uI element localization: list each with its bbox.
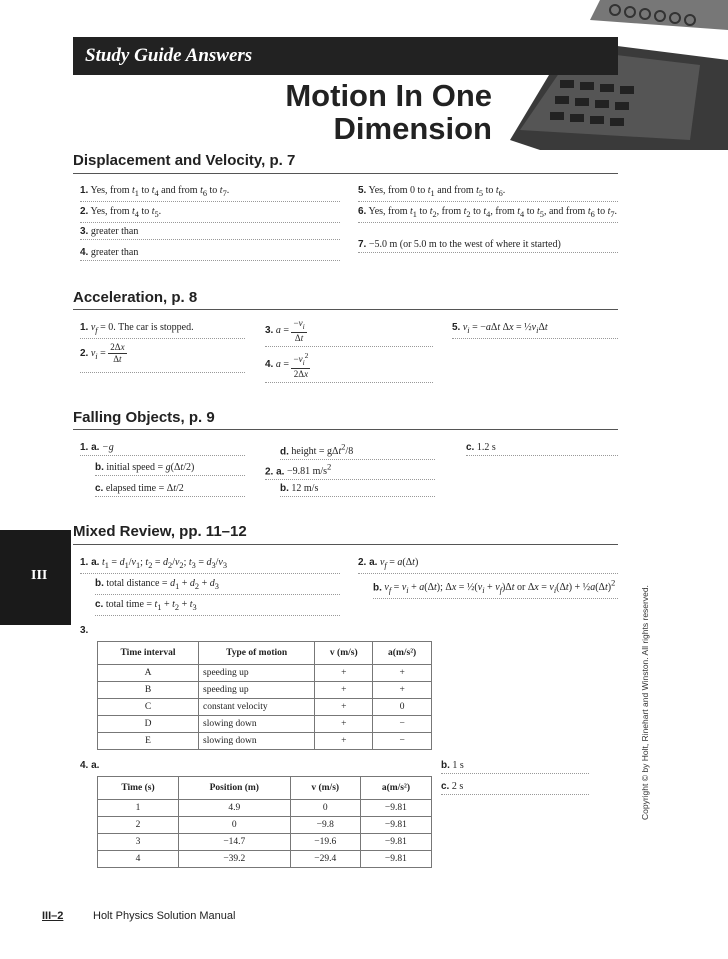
table-row: 4 −39.2 −29.4 −9.81 xyxy=(98,851,432,868)
answer-item: b. 1 s xyxy=(441,759,589,774)
table-row: B speeding up + + xyxy=(98,682,432,699)
table-row: A speeding up + + xyxy=(98,665,432,682)
copyright-notice: Copyright © by Holt, Rinehart and Winston. All rights reserved. xyxy=(640,585,650,820)
section-rule xyxy=(73,544,618,545)
page-title-line2: Dimension xyxy=(333,111,492,146)
answer-item: c. 1.2 s xyxy=(466,441,618,456)
answer-item: c. total time = $t_1 + t_2 + t_3$ xyxy=(95,598,340,616)
answer-item: 6. Yes, from $t_1$ to $t_2$, from $t_2$ to $t_4$, from $t_4$ to $t_5$, and from $t_6$ to $t_7$. xyxy=(358,205,618,223)
answer-item: 3. a = $\frac{-v_i}{\Delta t}$ xyxy=(265,318,433,347)
table-row: 3 −14.7 −19.6 −9.81 xyxy=(98,834,432,851)
table-header: Time interval xyxy=(98,642,199,665)
answer-item: 7. −5.0 m (or 5.0 m to the west of where it started) xyxy=(358,238,618,253)
table-header: v (m/s) xyxy=(290,777,360,800)
calculator-image xyxy=(500,0,728,150)
page-number: III–2 xyxy=(42,910,64,922)
answer-item: d. height = gΔt$^2$/8 xyxy=(280,441,435,460)
footer-book-title: Holt Physics Solution Manual xyxy=(93,910,236,922)
answer-item: 2. a. −9.81 $m/s^2$ xyxy=(265,461,435,480)
header-bar xyxy=(73,37,618,75)
section-heading-acceleration: Acceleration, p. 8 xyxy=(73,289,198,306)
answer-item: b. $v_f = v_i + a(\Delta t)$; $\Delta x = \frac{1}{2}(v_i + v_f)\Delta t$ or $\Delta x = v_i(\Delta t)$ + $\frac{1}{2}a(\Delta t)^2$ xyxy=(373,577,618,599)
table-row: D slowing down + − xyxy=(98,716,432,733)
answer-item: 3. greater than xyxy=(80,225,340,240)
answer-item: 2. Yes, from $t_4$ to $t_5$. xyxy=(80,205,340,223)
position-velocity-table xyxy=(97,776,432,868)
answer-item: 1. Yes, from $t_1$ to $t_4$ and from $t_6$ to $t_7$. xyxy=(80,184,340,202)
table-header: Time (s) xyxy=(98,777,179,800)
table-header: Type of motion xyxy=(199,642,315,665)
answer-item: c. elapsed time = Δt/2 xyxy=(95,482,245,497)
table-header: v (m/s) xyxy=(315,642,373,665)
table-header: a(m/s²) xyxy=(373,642,432,665)
section-heading-falling: Falling Objects, p. 9 xyxy=(73,409,215,426)
section-heading-displacement: Displacement and Velocity, p. 7 xyxy=(73,152,296,169)
section-heading-mixed: Mixed Review, pp. 11–12 xyxy=(73,523,247,540)
answer-item: b. 12 m/s xyxy=(280,482,435,497)
answer-item: 5. $v_i = -a\Delta t$ $\Delta x = \frac{1}{2}v_i\Delta t$ xyxy=(452,321,618,339)
answer-item: 5. Yes, from 0 to $t_1$ and from $t_5$ to $t_6$. xyxy=(358,184,618,202)
answer-item: 1. a. $t_1 = d_1/v_1$; $t_2 = d_2/v_2$; $t_3 = d_3/v_3$ xyxy=(80,556,340,574)
answer-item: 1. $v_f = 0$. The car is stopped. xyxy=(80,321,245,339)
table-row: 1 4.9 0 −9.81 xyxy=(98,800,432,817)
table-row: E slowing down + − xyxy=(98,733,432,750)
answer-item: c. 2 s xyxy=(441,780,589,795)
answer-item: 2. a. $v_f = a(\Delta t)$ xyxy=(358,556,618,574)
answer-item: b. total distance = $d_1 + d_2 + d_3$ xyxy=(95,577,340,595)
table-header: Position (m) xyxy=(179,777,291,800)
section-rule xyxy=(73,309,618,310)
answer-item: 2. $v_i$ = $\frac{2\Delta x}{\Delta t}$ xyxy=(80,342,245,373)
table-header: a(m/s²) xyxy=(360,777,431,800)
question-4-label: 4. a. xyxy=(80,760,100,771)
table-row: C constant velocity + 0 xyxy=(98,699,432,716)
chapter-tab: III xyxy=(0,530,71,625)
answer-item: 4. greater than xyxy=(80,246,340,261)
motion-type-table xyxy=(97,641,432,750)
section-rule xyxy=(73,173,618,174)
answer-item: 4. a = $\frac{-v_i^2}{2\Delta x}$ xyxy=(265,350,433,383)
section-rule xyxy=(73,429,618,430)
page-title-line1: Motion In One xyxy=(285,78,492,113)
answer-item: 1. a. −g xyxy=(80,441,245,456)
table-row: 2 0 −9.8 −9.81 xyxy=(98,817,432,834)
answer-item: b. initial speed = g(Δt/2) xyxy=(95,461,245,476)
question-3-label: 3. xyxy=(80,625,89,636)
header-label: Study Guide Answers xyxy=(85,45,253,66)
